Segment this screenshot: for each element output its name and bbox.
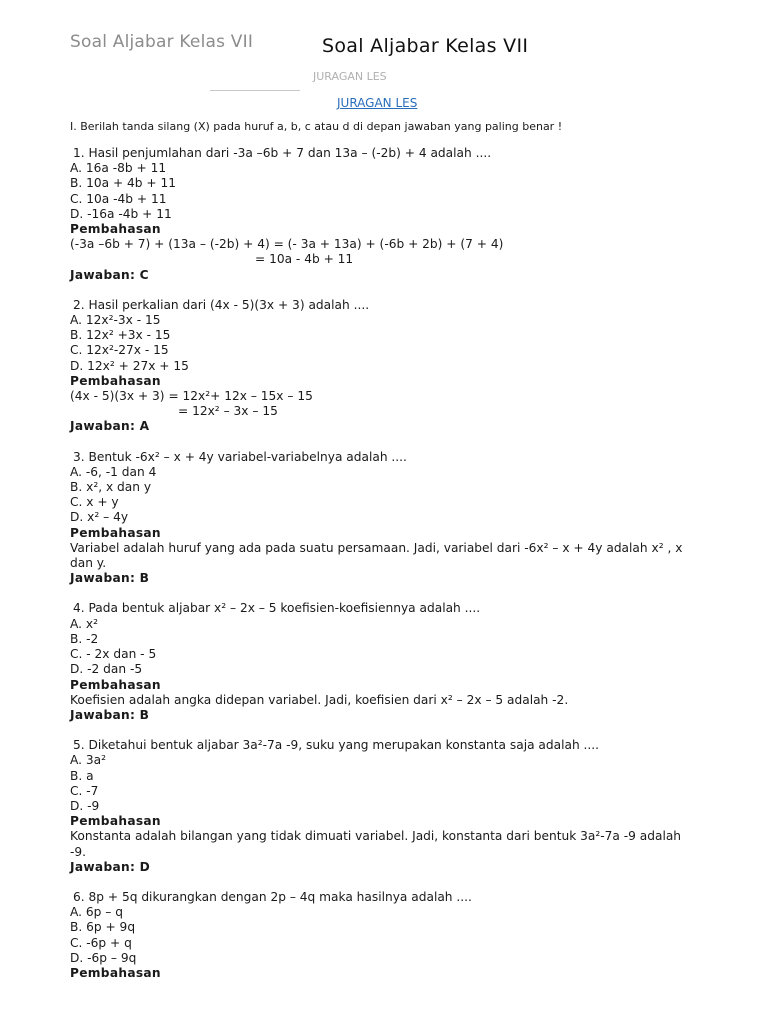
question-1 [70, 146, 696, 283]
option-b: B. x², x dan y [70, 480, 152, 495]
option-d: D. 12x² + 27x + 15 [70, 358, 189, 373]
option-b: B. 6p + 9q [70, 920, 136, 935]
option-a: A. 12x²-3x - 15 [70, 313, 161, 328]
instruction-text: I. Berilah tanda silang (X) pada huruf a, b, c atau d di depan jawaban yang paling benar ! [70, 120, 563, 133]
answer-text: Jawaban: A [70, 419, 150, 434]
discussion-label: Pembahasan [70, 677, 161, 692]
discussion-label: Pembahasan [70, 965, 161, 980]
option-d: D. -9 [70, 798, 100, 813]
working-line: = 12x² – 3x – 15 [178, 404, 278, 419]
page-title: Soal Aljabar Kelas VII [322, 35, 529, 57]
explanation-text: Koefisien adalah angka didepan variabel. Jadi, koefisien dari x² – 2x – 5 adalah -2. [70, 692, 569, 707]
question-text: 5. Diketahui bentuk aljabar 3a²-7a -9, suku yang merupakan konstanta saja adalah .... [73, 738, 600, 753]
question-text: 6. 8p + 5q dikurangkan dengan 2p – 4q maka hasilnya adalah .... [73, 889, 472, 904]
option-b: B. -2 [70, 631, 99, 646]
option-b: B. a [70, 768, 94, 783]
option-b: B. 12x² +3x - 15 [70, 328, 171, 343]
working-line: (4x - 5)(3x + 3) = 12x²+ 12x – 15x – 15 [70, 389, 313, 404]
working-line: = 10a - 4b + 11 [255, 252, 354, 267]
option-c: C. -7 [70, 783, 99, 798]
discussion-label: Pembahasan [70, 222, 161, 237]
option-a: A. x² [70, 616, 98, 631]
answer-text: Jawaban: B [70, 571, 150, 586]
option-c: C. -6p + q [70, 935, 132, 950]
working-line: (-3a –6b + 7) + (13a – (-2b) + 4) = (- 3a + 13a) + (-6b + 2b) + (7 + 4) [70, 237, 504, 252]
option-a: A. 3a² [70, 753, 106, 768]
option-c: C. x + y [70, 495, 119, 510]
question-text: 1. Hasil penjumlahan dari -3a –6b + 7 dan 13a – (-2b) + 4 adalah .... [73, 146, 492, 160]
question-text: 3. Bentuk -6x² – x + 4y variabel-variabelnya adalah .... [73, 449, 407, 464]
question-3 [70, 450, 696, 587]
faded-author-text: JURAGAN LES [313, 70, 387, 83]
option-a: A. 6p – q [70, 905, 123, 920]
option-a: A. 16a -8b + 11 [70, 161, 167, 176]
question-6 [70, 890, 696, 981]
option-d: D. -6p – 9q [70, 950, 137, 965]
question-5 [70, 738, 696, 875]
option-b: B. 10a + 4b + 11 [70, 176, 177, 191]
option-c: C. 10a -4b + 11 [70, 191, 167, 206]
answer-text: Jawaban: B [70, 707, 150, 722]
option-a: A. -6, -1 dan 4 [70, 464, 157, 479]
question-text: 2. Hasil perkalian dari (4x - 5)(3x + 3) adalah .... [73, 297, 370, 312]
question-4 [70, 601, 696, 723]
discussion-label: Pembahasan [70, 814, 161, 829]
discussion-label: Pembahasan [70, 525, 161, 540]
answer-text: Jawaban: D [70, 859, 151, 874]
answer-text: Jawaban: C [70, 267, 149, 282]
option-d: D. x² – 4y [70, 510, 129, 525]
option-c: C. 12x²-27x - 15 [70, 343, 169, 358]
broken-title-image: Soal Aljabar Kelas VII [70, 32, 254, 52]
divider [210, 90, 300, 91]
question-text: 4. Pada bentuk aljabar x² – 2x – 5 koefisien-koefisiennya adalah .... [73, 601, 481, 616]
explanation-text: Variabel adalah huruf yang ada pada suatu persamaan. Jadi, variabel dari -6x² – x + 4y adalah x² , x dan y. [70, 540, 683, 571]
option-d: D. -2 dan -5 [70, 662, 143, 677]
question-list [70, 146, 696, 981]
question-2 [70, 298, 696, 435]
option-c: C. - 2x dan - 5 [70, 647, 157, 662]
discussion-label: Pembahasan [70, 373, 161, 388]
explanation-text: Konstanta adalah bilangan yang tidak dimuati variabel. Jadi, konstanta dari bentuk 3a²-7a -9 adalah -9. [70, 829, 682, 859]
author-link[interactable]: JURAGAN LES [337, 96, 418, 110]
option-d: D. -16a -4b + 11 [70, 206, 172, 221]
